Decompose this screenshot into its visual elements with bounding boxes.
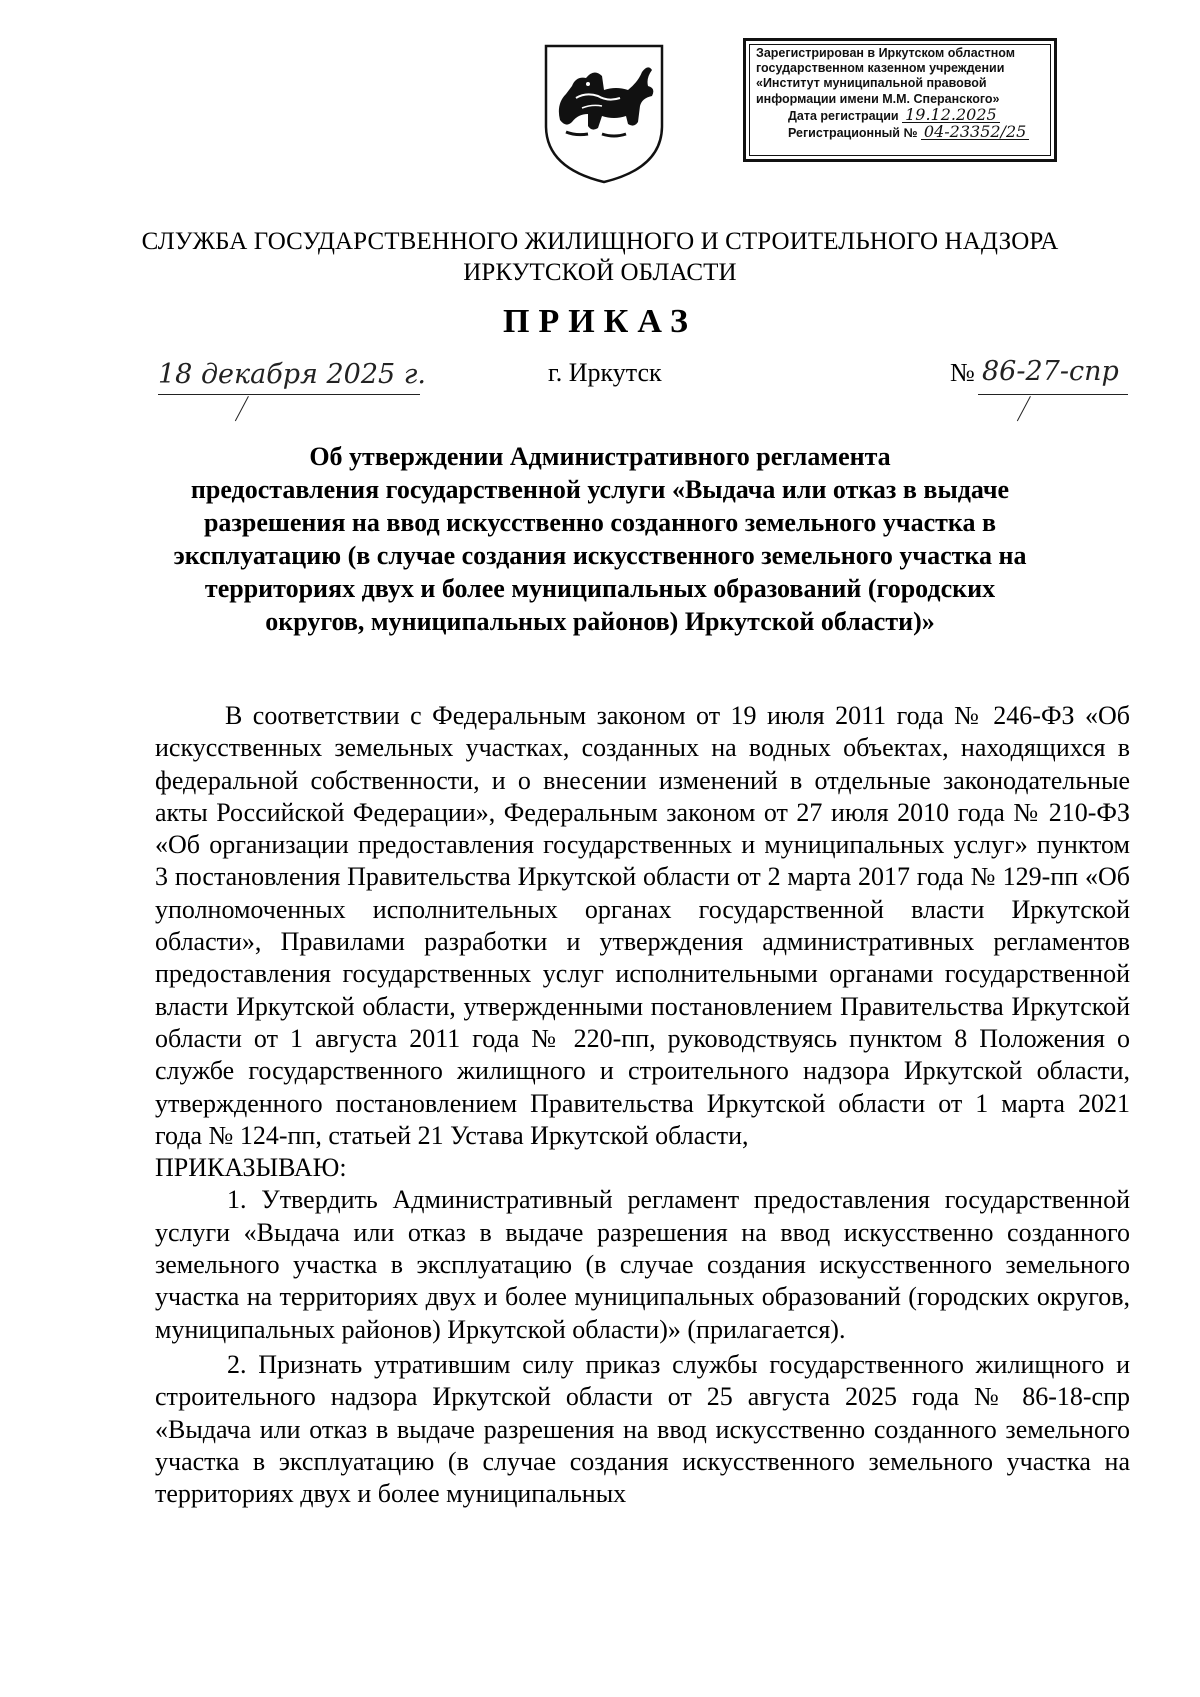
number-sign: № [950,358,975,387]
stamp-line: Зарегистрирован в Иркутском областном [756,46,1016,60]
order-item-1: 1. Утвердить Административный регламент предоставления государственной услуги «Выдача или отказ в выдаче разрешения на ввод искусственно созданного земельного участка в эксплуатацию (в случае создания искусственного земельного участка на территориях двух и более муниципальных образований (городских округов, муниципальных районов) Иркутской области)» (прилагается). [155,1185,1130,1344]
stamp-date-value: 19.12.2025 [902,107,1000,123]
organization-name [0,226,1200,288]
number-slash-mark [1017,396,1031,421]
document-subject [0,440,1200,638]
preamble-paragraph: В соответствии с Федеральным законом от 19 июля 2011 года № 246-ФЗ «Об искусственных земельных участках, созданных на водных объектах, находящихся в федеральной собственности, и о внесении изменений в отдельные законодательные акты Российской Федерации», Федеральным законом от 27 июля 2010 года № 210-ФЗ «Об организации предоставления государственных и муниципальных услуг» пунктом 3 постановления Правительства Иркутской области от 2 марта 2017 года № 129-пп «Об уполномоченных исполнительных органах государственной власти Иркутской области», Правилами разработки и утверждения административных регламентов предоставления государственных услуг исполнительными органами государственной власти Иркутской области, утвержденными постановлением Правительства Иркутской области от 1 августа 2011 года № 220-пп, руководствуясь пунктом 8 Положения о службе государственного жилищного и строительного надзора Иркутской области, утвержденного постановлением Правительства Иркутской области от 1 марта 2021 года № 124-пп, статьей 21 Устава Иркутской области, [155,701,1130,1150]
stamp-line: «Институт муниципальной правовой [756,76,987,91]
stamp-number-value: 04-23352/25 [921,124,1029,140]
handwritten-order-number: 86-27-спр [982,356,1119,387]
number-underline [978,394,1128,395]
stamp-date-label: Дата регистрации [788,108,899,123]
stamp-number-row [756,124,1047,141]
subject-line: разрешения на ввод искусственно созданного земельного участка в [203,508,997,537]
subject-line: эксплуатацию (в случае создания искусственного земельного участка на [173,541,1027,570]
date-underline [158,394,420,395]
stamp-line: информации имени М.М. Сперанского» [756,91,1000,106]
org-line: СЛУЖБА ГОСУДАРСТВЕННОГО ЖИЛИЩНОГО И СТРОИТЕЛЬНОГО НАДЗОРА [141,228,1059,255]
coat-of-arms-emblem [542,42,666,186]
order-item-2: 2. Признать утратившим силу приказ службы государственного жилищного и строительного надзора Иркутской области от 25 августа 2025 года № 86-18-спр «Выдача или отказ в выдаче разрешения на ввод искусственно созданного земельного участка в эксплуатацию (в случае создания искусственного земельного участка на территориях двух и более муниципальных [155,1349,1130,1509]
city-label: г. Иркутск [548,358,662,387]
subject-line: предоставления государственной услуги «Выдача или отказ в выдаче [190,475,1010,504]
subject-line: Об утверждении Административного регламента [309,442,891,471]
stamp-line: государственном казенном учреждении [756,61,1005,76]
subject-line: территориях двух и более муниципальных образований (городских [204,574,996,603]
stamp-number-label: Регистрационный № [788,126,918,141]
subject-line: округов, муниципальных районов) Иркутской области)» [265,607,935,636]
registration-stamp [743,38,1057,162]
date-slash-mark [235,396,249,421]
document-type-title: ПРИКАЗ [503,303,697,340]
document-body [155,700,1130,1510]
handwritten-date: 18 декабря 2025 г. [158,359,426,390]
org-line: ИРКУТСКОЙ ОБЛАСТИ [463,259,737,286]
order-word: ПРИКАЗЫВАЮ: [155,1153,347,1183]
